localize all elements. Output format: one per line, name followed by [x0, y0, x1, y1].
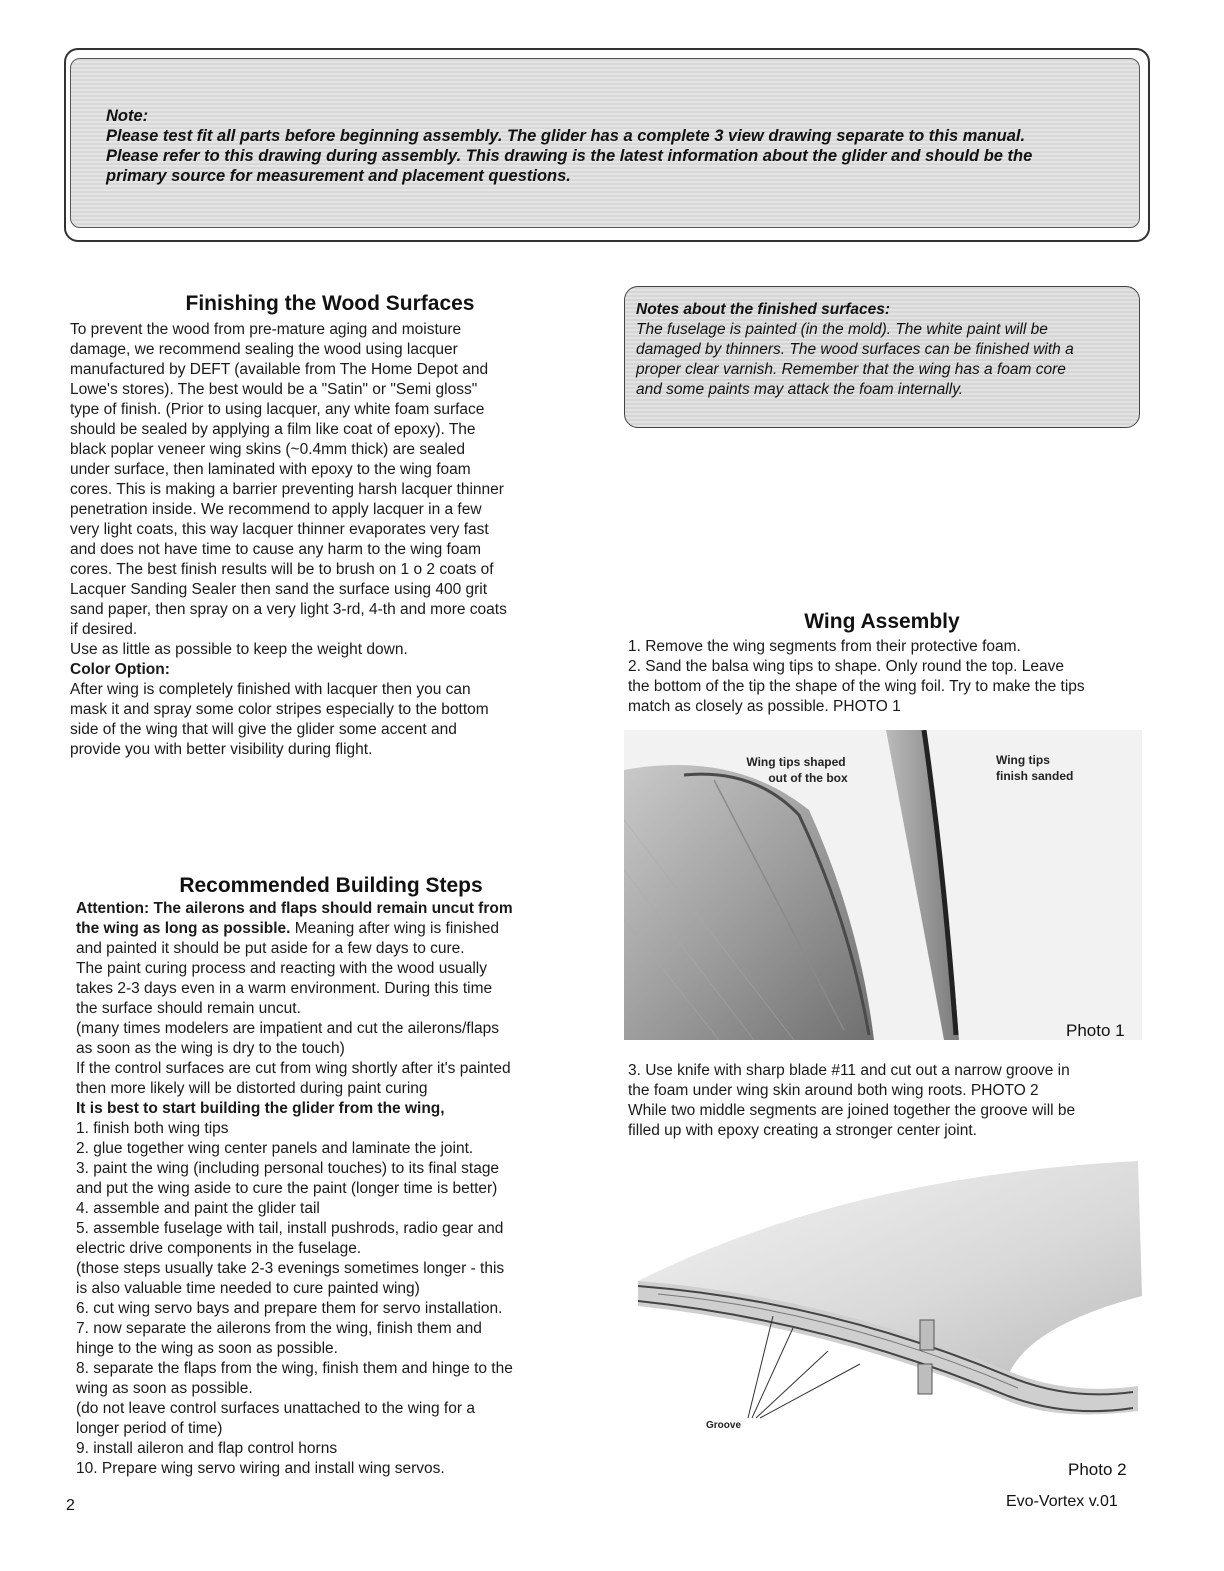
step-line: 4. assemble and paint the glider tail: [76, 1200, 320, 1217]
step-line: wing as soon as possible.: [76, 1380, 253, 1397]
paragraph-line: very light coats, this way lacquer thinner evaporates very fast: [70, 521, 489, 538]
paragraph-line: damage, we recommend sealing the wood using lacquer: [70, 341, 458, 358]
paragraph-line: cores. The best finish results will be to brush on 1 o 2 coats of: [70, 561, 494, 578]
step-line: and put the wing aside to cure the paint (longer time is better): [76, 1180, 498, 1197]
step-line: the bottom of the tip the shape of the wing foil. Try to make the tips: [628, 678, 1085, 695]
paragraph-line: manufactured by DEFT (available from The Home Depot and: [70, 361, 489, 378]
finished-surfaces-notes: [636, 300, 1132, 400]
wing-assembly-body: [628, 637, 1148, 717]
photo-1-wing-tips: [624, 730, 1142, 1040]
step-line: 1. Remove the wing segments from their protective foam.: [628, 638, 1021, 655]
step-line: (those steps usually take 2-3 evenings sometimes longer - this: [76, 1260, 505, 1277]
paragraph-line: then more likely will be distorted during paint curing: [76, 1080, 428, 1097]
attention-line: Attention: The ailerons and flaps should remain uncut from: [76, 900, 513, 917]
step-line: 3. paint the wing (including personal touches) to its final stage: [76, 1160, 500, 1177]
paragraph-line: To prevent the wood from pre-mature aging and moisture: [70, 321, 462, 338]
notes-title: Notes about the finished surfaces:: [636, 301, 891, 318]
notes-line: The fuselage is painted (in the mold). The white paint will be: [636, 321, 1048, 338]
paragraph-line: After wing is completely finished with lacquer then you can: [70, 681, 471, 698]
step-line: (do not leave control surfaces unattached to the wing for a: [76, 1400, 475, 1417]
svg-text:out of the box: out of the box: [768, 771, 848, 785]
finishing-title: Finishing the Wood Surfaces: [185, 292, 475, 315]
step-line: filled up with epoxy creating a stronger center joint.: [628, 1122, 977, 1139]
step-line: 8. separate the flaps from the wing, finish them and hinge to the: [76, 1360, 513, 1377]
wing-assembly-title: Wing Assembly: [804, 610, 960, 633]
note-label: Note:: [106, 107, 149, 125]
attention-bold: the wing as long as possible.: [76, 920, 291, 937]
step-line: longer period of time): [76, 1420, 223, 1437]
note-line: primary source for measurement and placement questions.: [106, 167, 571, 185]
step-line: 5. assemble fuselage with tail, install pushrods, radio gear and: [76, 1220, 504, 1237]
paragraph-line: and painted it should be put aside for a few days to cure.: [76, 940, 465, 957]
step-line: 6. cut wing servo bays and prepare them for servo installation.: [76, 1300, 503, 1317]
paragraph-line: If the control surfaces are cut from wing shortly after it's painted: [76, 1060, 511, 1077]
paragraph-line: under surface, then laminated with epoxy to the wing foam: [70, 461, 471, 478]
notes-line: and some paints may attack the foam internally.: [636, 381, 964, 398]
groove-label: Groove: [706, 1420, 742, 1431]
note-line: Please refer to this drawing during assembly. This drawing is the latest information about the glider and should be the: [106, 147, 1033, 165]
step-line: is also valuable time needed to cure painted wing): [76, 1280, 420, 1297]
svg-text:Wing tips: Wing tips: [996, 753, 1050, 767]
step-line: the foam under wing skin around both wing roots. PHOTO 2: [628, 1082, 1039, 1099]
note-line: Please test fit all parts before beginning assembly. The glider has a complete 3 view drawing separate to this manual.: [106, 127, 1026, 145]
paragraph-line: penetration inside. We recommend to apply lacquer in a few: [70, 501, 482, 518]
note-text: [106, 106, 1126, 186]
best-start-line: It is best to start building the glider from the wing,: [76, 1100, 445, 1117]
building-steps-body: [76, 899, 606, 1479]
paragraph-line: Lowe's stores). The best would be a "Satin" or "Semi gloss": [70, 381, 478, 398]
step-line: 7. now separate the ailerons from the wing, finish them and: [76, 1320, 482, 1337]
paragraph-line: sand paper, then spray on a very light 3-rd, 4-th and more coats: [70, 601, 507, 618]
document-id: Evo-Vortex v.01: [1006, 1493, 1118, 1510]
step-line: hinge to the wing as soon as possible.: [76, 1340, 338, 1357]
svg-text:finish sanded: finish sanded: [996, 769, 1074, 783]
step-line: electric drive components in the fuselage.: [76, 1240, 362, 1257]
paragraph-line: type of finish. (Prior to using lacquer, any white foam surface: [70, 401, 485, 418]
paragraph-line: side of the wing that will give the glider some accent and: [70, 721, 457, 738]
step-line: 3. Use knife with sharp blade #11 and cut out a narrow groove in: [628, 1062, 1070, 1079]
attention-line: [76, 919, 606, 939]
paragraph-line: the surface should remain uncut.: [76, 1000, 301, 1017]
finishing-body: [70, 320, 595, 760]
notes-line: damaged by thinners. The wood surfaces can be finished with a: [636, 341, 1074, 358]
photo-2-groove: [628, 1156, 1142, 1446]
paragraph-line: as soon as the wing is dry to the touch): [76, 1040, 345, 1057]
paragraph-line: The paint curing process and reacting with the wood usually: [76, 960, 487, 977]
color-option-label: Color Option:: [70, 661, 170, 678]
page-number: 2: [66, 1497, 75, 1514]
paragraph-line: Use as little as possible to keep the weight down.: [70, 641, 408, 658]
step-line: 2. Sand the balsa wing tips to shape. Only round the top. Leave: [628, 658, 1065, 675]
step-line: 1. finish both wing tips: [76, 1120, 229, 1137]
step-line: While two middle segments are joined together the groove will be: [628, 1102, 1076, 1119]
paragraph-line: black poplar veneer wing skins (~0.4mm thick) are sealed: [70, 441, 466, 458]
notes-line: proper clear varnish. Remember that the wing has a foam core: [636, 361, 1066, 378]
paragraph-line: cores. This is making a barrier preventing harsh lacquer thinner: [70, 481, 504, 498]
step-line: 10. Prepare wing servo wiring and install wing servos.: [76, 1460, 445, 1477]
photo-1-caption: Photo 1: [1066, 1021, 1125, 1040]
paragraph-line: (many times modelers are impatient and cut the ailerons/flaps: [76, 1020, 500, 1037]
paragraph-line: mask it and spray some color stripes especially to the bottom: [70, 701, 489, 718]
paragraph-line: Lacquer Sanding Sealer then sand the surface using 400 grit: [70, 581, 488, 598]
step-line: 2. glue together wing center panels and laminate the joint.: [76, 1140, 474, 1157]
paragraph-line: and does not have time to cause any harm to the wing foam: [70, 541, 481, 558]
paragraph-line: provide you with better visibility during flight.: [70, 741, 373, 758]
paragraph-line: if desired.: [70, 621, 138, 638]
attention-rest: Meaning after wing is finished: [290, 920, 499, 937]
step-line: match as closely as possible. PHOTO 1: [628, 698, 901, 715]
wing-assembly-step3: [628, 1061, 1148, 1141]
building-steps-title: Recommended Building Steps: [179, 874, 483, 897]
photo-2-caption: Photo 2: [1068, 1460, 1127, 1479]
paragraph-line: takes 2-3 days even in a warm environment. During this time: [76, 980, 493, 997]
svg-text:Wing tips shaped: Wing tips shaped: [746, 755, 846, 769]
step-line: 9. install aileron and flap control horns: [76, 1440, 338, 1457]
paragraph-line: should be sealed by applying a film like coat of epoxy). The: [70, 421, 476, 438]
